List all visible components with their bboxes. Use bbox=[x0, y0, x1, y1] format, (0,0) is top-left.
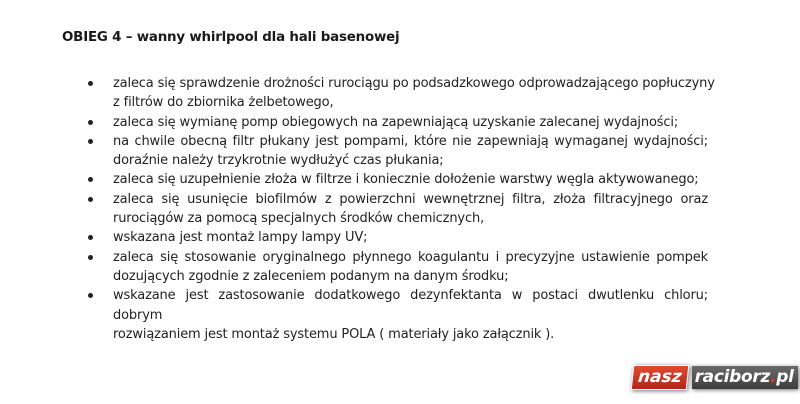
list-item-line: zaleca się wymianę pomp obiegowych na zapewniającą uzyskanie zalecanej wydajności; bbox=[113, 114, 679, 130]
list-item-line: doraźnie należy trzykrotnie wydłużyć czas płukania; bbox=[113, 153, 444, 169]
recommendation-list bbox=[88, 74, 715, 344]
bullet-icon bbox=[88, 255, 93, 260]
bullet-icon bbox=[88, 235, 93, 240]
bullet-icon bbox=[88, 177, 93, 182]
bullet-icon bbox=[88, 120, 93, 125]
logo-raciborz: raciborz bbox=[694, 366, 771, 387]
list-item bbox=[88, 286, 708, 344]
list-item-line: dozujących zgodnie z zaleceniem podanym na danym środku; bbox=[113, 268, 509, 284]
list-item bbox=[88, 248, 708, 287]
list-item-line: rurociągów za pomocą specjalnych środków chemicznych, bbox=[113, 211, 485, 227]
list-item-line: rozwiązaniem jest montaż systemu POLA ( materiały jako załącznik ). bbox=[113, 326, 555, 342]
list-item-line: wskazane jest zastosowanie dodatkowego dezynfektanta w postaci dwutlenku chloru; dobrym bbox=[113, 288, 708, 323]
watermark-logo bbox=[632, 364, 798, 390]
list-item bbox=[88, 228, 708, 247]
list-item bbox=[88, 113, 708, 132]
bullet-icon bbox=[88, 139, 93, 144]
bullet-icon bbox=[88, 293, 93, 298]
list-item-line: z filtrów do zbiornika żelbetowego, bbox=[113, 95, 334, 111]
list-item-line: wskazana jest montaż lampy lampy UV; bbox=[113, 230, 368, 246]
logo-tld: pl bbox=[776, 366, 794, 387]
logo-nasz: nasz bbox=[631, 365, 689, 390]
section-title: OBIEG 4 – wanny whirlpool dla hali basenowej bbox=[62, 30, 400, 45]
list-item bbox=[88, 74, 715, 113]
bullet-icon bbox=[88, 81, 93, 86]
list-item bbox=[88, 170, 708, 189]
list-item-line: zaleca się usunięcie biofilmów z powierzchni wewnętrznej filtra, złoża filtracyjnego oraz bbox=[113, 191, 708, 207]
list-item-line: zaleca się uzupełnienie złoża w filtrze i koniecznie dołożenie warstwy węgla aktywowanego; bbox=[113, 172, 699, 188]
logo-dot: . bbox=[770, 366, 777, 387]
list-item bbox=[88, 132, 708, 171]
list-item-line: zaleca się stosowanie oryginalnego płynnego koagulantu i precyzyjne ustawienie pompek bbox=[113, 249, 708, 265]
list-item-line: zaleca się sprawdzenie drożności rurociągu po podsadzkowego odprowadzającego popłuczyny bbox=[113, 76, 715, 91]
bullet-icon bbox=[88, 197, 93, 202]
logo-domain bbox=[692, 366, 798, 389]
list-item-line: na chwile obecną filtr płukany jest pompami, które nie zapewniają wymaganej wydajności; bbox=[113, 133, 708, 149]
list-item bbox=[88, 190, 708, 229]
